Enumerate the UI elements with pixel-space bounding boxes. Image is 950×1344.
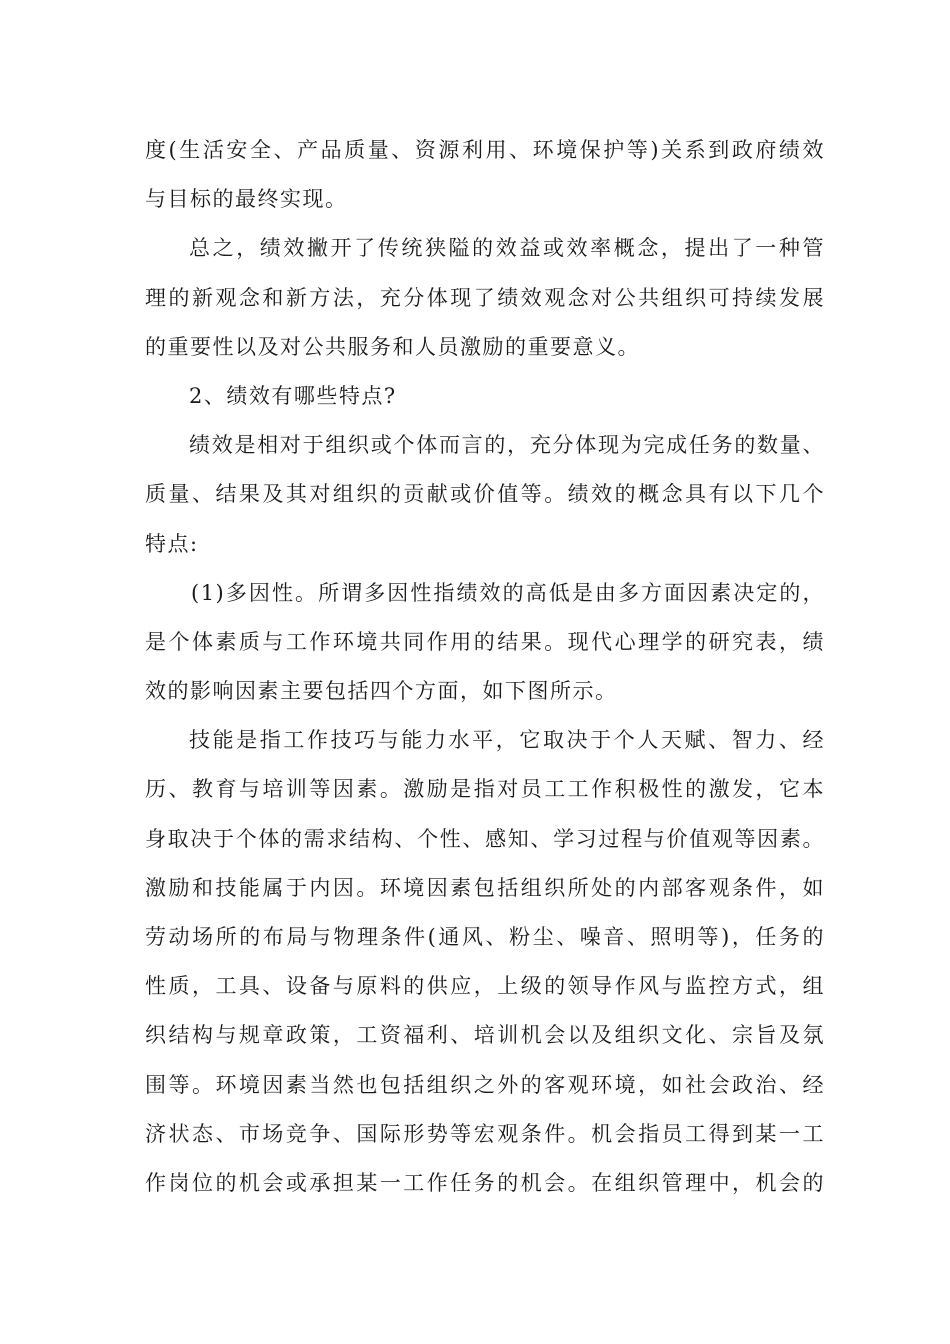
text-line: (1)多因性。所谓多因性指绩效的高低是由多方面因素决定的， [191, 580, 825, 605]
text-line: 身取决于个体的需求结构、个性、感知、学习过程与价值观等因素。 [145, 826, 825, 851]
text-line: 性质，工具、设备与原料的供应，上级的领导作风与监控方式，组 [145, 974, 825, 999]
text-line: 效的影响因素主要包括四个方面，如下图所示。 [145, 679, 618, 704]
text-line: 是个体素质与工作环境共同作用的结果。现代心理学的研究表，绩 [145, 629, 825, 654]
text-line: 特点: [145, 531, 199, 556]
text-line: 围等。环境因素当然也包括组织之外的客观环境，如社会政治、经 [145, 1072, 825, 1097]
text-line: 济状态、市场竞争、国际形势等宏观条件。机会指员工得到某一工 [145, 1121, 825, 1146]
text-line: 技能是指工作技巧与能力水平，它取决于个人天赋、智力、经 [189, 728, 825, 753]
text-line: 激励和技能属于内因。环境因素包括组织所处的内部客观条件，如 [145, 875, 825, 900]
text-line: 质量、结果及其对组织的贡献或价值等。绩效的概念具有以下几个 [145, 482, 825, 507]
text-line: 织结构与规章政策，工资福利、培训机会以及组织文化、宗旨及氛 [145, 1023, 825, 1048]
text-line: 历、教育与培训等因素。激励是指对员工工作积极性的激发，它本 [145, 777, 825, 802]
text-line: 绩效是相对于组织或个体而言的，充分体现为完成任务的数量、 [189, 433, 825, 458]
body-text [145, 126, 825, 1208]
text-line: 总之，绩效撇开了传统狭隘的效益或效率概念，提出了一种管 [189, 236, 825, 261]
text-line: 与目标的最终实现。 [145, 187, 348, 212]
section-heading: 2、绩效有哪些特点? [189, 383, 397, 408]
text-line: 理的新观念和新方法，充分体现了绩效观念对公共组织可持续发展 [145, 285, 825, 310]
text-line: 的重要性以及对公共服务和人员激励的重要意义。 [145, 334, 640, 359]
text-line: 劳动场所的布局与物理条件(通风、粉尘、噪音、照明等)，任务的 [145, 925, 825, 949]
text-line: 作岗位的机会或承担某一工作任务的机会。在组织管理中，机会的 [145, 1170, 825, 1195]
text-line: 度(生活安全、产品质量、资源利用、环境保护等)关系到政府绩效 [145, 138, 825, 162]
